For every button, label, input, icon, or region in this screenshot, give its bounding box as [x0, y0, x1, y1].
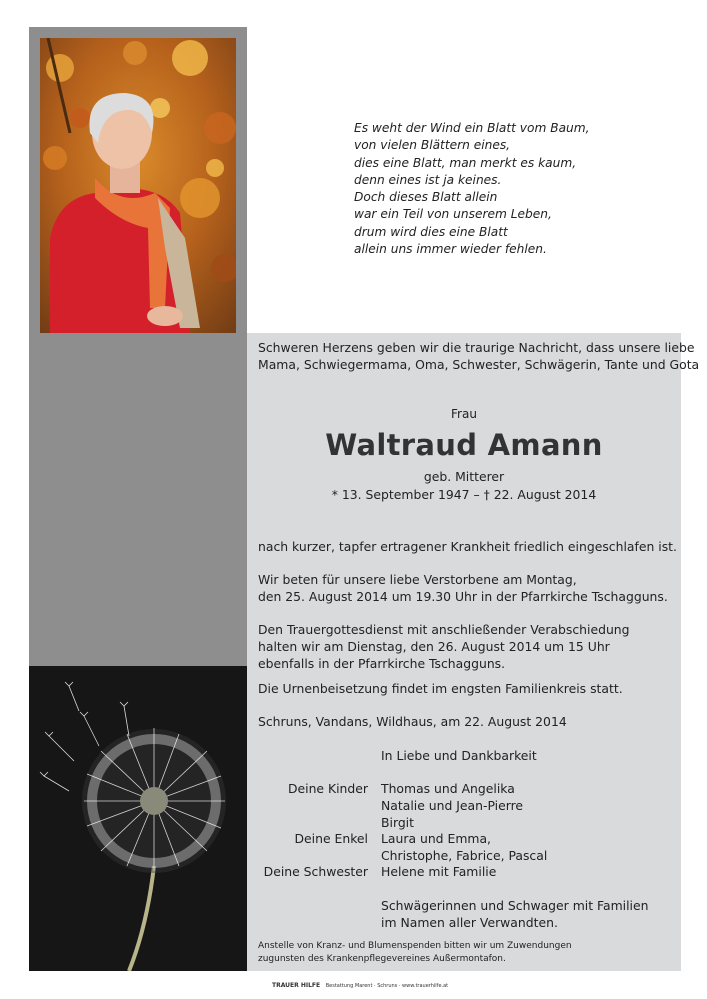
left-gray-band [29, 333, 247, 666]
service-line: halten wir am Dienstag, den 26. August 2014 um 15 Uhr [258, 639, 610, 654]
children-label: Deine Kinder [287, 781, 368, 796]
footer-brand: TRAUER HILFE [272, 982, 321, 989]
poem-line: Doch dieses Blatt allein [354, 190, 498, 205]
footer-text: Bestattung Marent · Schruns · www.trauerhilfe.at [325, 983, 449, 989]
place-date: Schruns, Vandans, Wildhaus, am 22. August 2014 [258, 714, 567, 729]
intro-line: Schweren Herzens geben wir die traurige Nachricht, dass unsere liebe [258, 340, 695, 355]
children-names [381, 780, 523, 831]
intro-line: Mama, Schwiegermama, Oma, Schwester, Schwägerin, Tante und Gota [258, 357, 700, 372]
poem-line: denn eines ist ja keines. [354, 172, 502, 187]
family-name: Helene mit Familie [381, 864, 497, 879]
donation-line: zugunsten des Krankenpflegevereines Außermontafon. [258, 954, 506, 964]
poem-line: war ein Teil von unserem Leben, [354, 207, 552, 222]
family-name: Birgit [381, 815, 414, 830]
sister-names [381, 863, 496, 880]
grandchildren-names [381, 830, 547, 864]
family-name: Laura und Emma, [381, 831, 491, 846]
intro-text [258, 339, 699, 373]
prayer-text [258, 571, 668, 605]
poem-line: dies eine Blatt, man merkt es kaum, [354, 155, 577, 170]
other-relatives [381, 897, 648, 931]
life-dates: * 13. September 1947 – † 22. August 2014 [331, 487, 597, 502]
deceased-name: Waltraud Amann [325, 428, 603, 462]
dandelion-image [29, 666, 247, 971]
service-line: Den Trauergottesdienst mit anschließender Verabschiedung [258, 622, 630, 637]
service-text [258, 621, 630, 672]
grandchildren-label: Deine Enkel [294, 831, 368, 846]
urn-text [258, 680, 623, 697]
death-text [258, 538, 677, 555]
closing-phrase: In Liebe und Dankbarkeit [381, 748, 537, 763]
poem [354, 120, 654, 258]
poem-line: allein uns immer wieder fehlen. [354, 242, 547, 257]
poem-line: von vielen Blättern eines, [354, 138, 511, 153]
portrait-image [40, 38, 236, 333]
dandelion-photo [29, 666, 247, 971]
maiden-name: geb. Mitterer [423, 469, 505, 484]
donation-line: Anstelle von Kranz- und Blumenspenden bitten wir um Zuwendungen [258, 941, 572, 951]
sister-label: Deine Schwester [263, 864, 368, 879]
family-name: Christophe, Fabrice, Pascal [381, 848, 548, 863]
urn-line: Die Urnenbeisetzung findet im engsten Familienkreis statt. [258, 681, 623, 696]
salutation: Frau [451, 407, 477, 421]
family-name: Thomas und Angelika [381, 781, 515, 796]
poem-line: Es weht der Wind ein Blatt vom Baum, [354, 121, 590, 135]
death-line: nach kurzer, tapfer ertragener Krankheit friedlich eingeschlafen ist. [258, 539, 677, 554]
portrait-photo [40, 38, 236, 333]
donation-note [258, 940, 572, 966]
poem-line: drum wird dies eine Blatt [354, 224, 508, 239]
family-name: Natalie und Jean-Pierre [381, 798, 524, 813]
prayer-line: Wir beten für unsere liebe Verstorbene am Montag, [258, 572, 577, 587]
family-name: im Namen aller Verwandten. [381, 915, 558, 930]
prayer-line: den 25. August 2014 um 19.30 Uhr in der Pfarrkirche Tschagguns. [258, 589, 668, 604]
service-line: ebenfalls in der Pfarrkirche Tschagguns. [258, 656, 506, 671]
footer [272, 982, 448, 989]
family-name: Schwägerinnen und Schwager mit Familien [381, 898, 649, 913]
